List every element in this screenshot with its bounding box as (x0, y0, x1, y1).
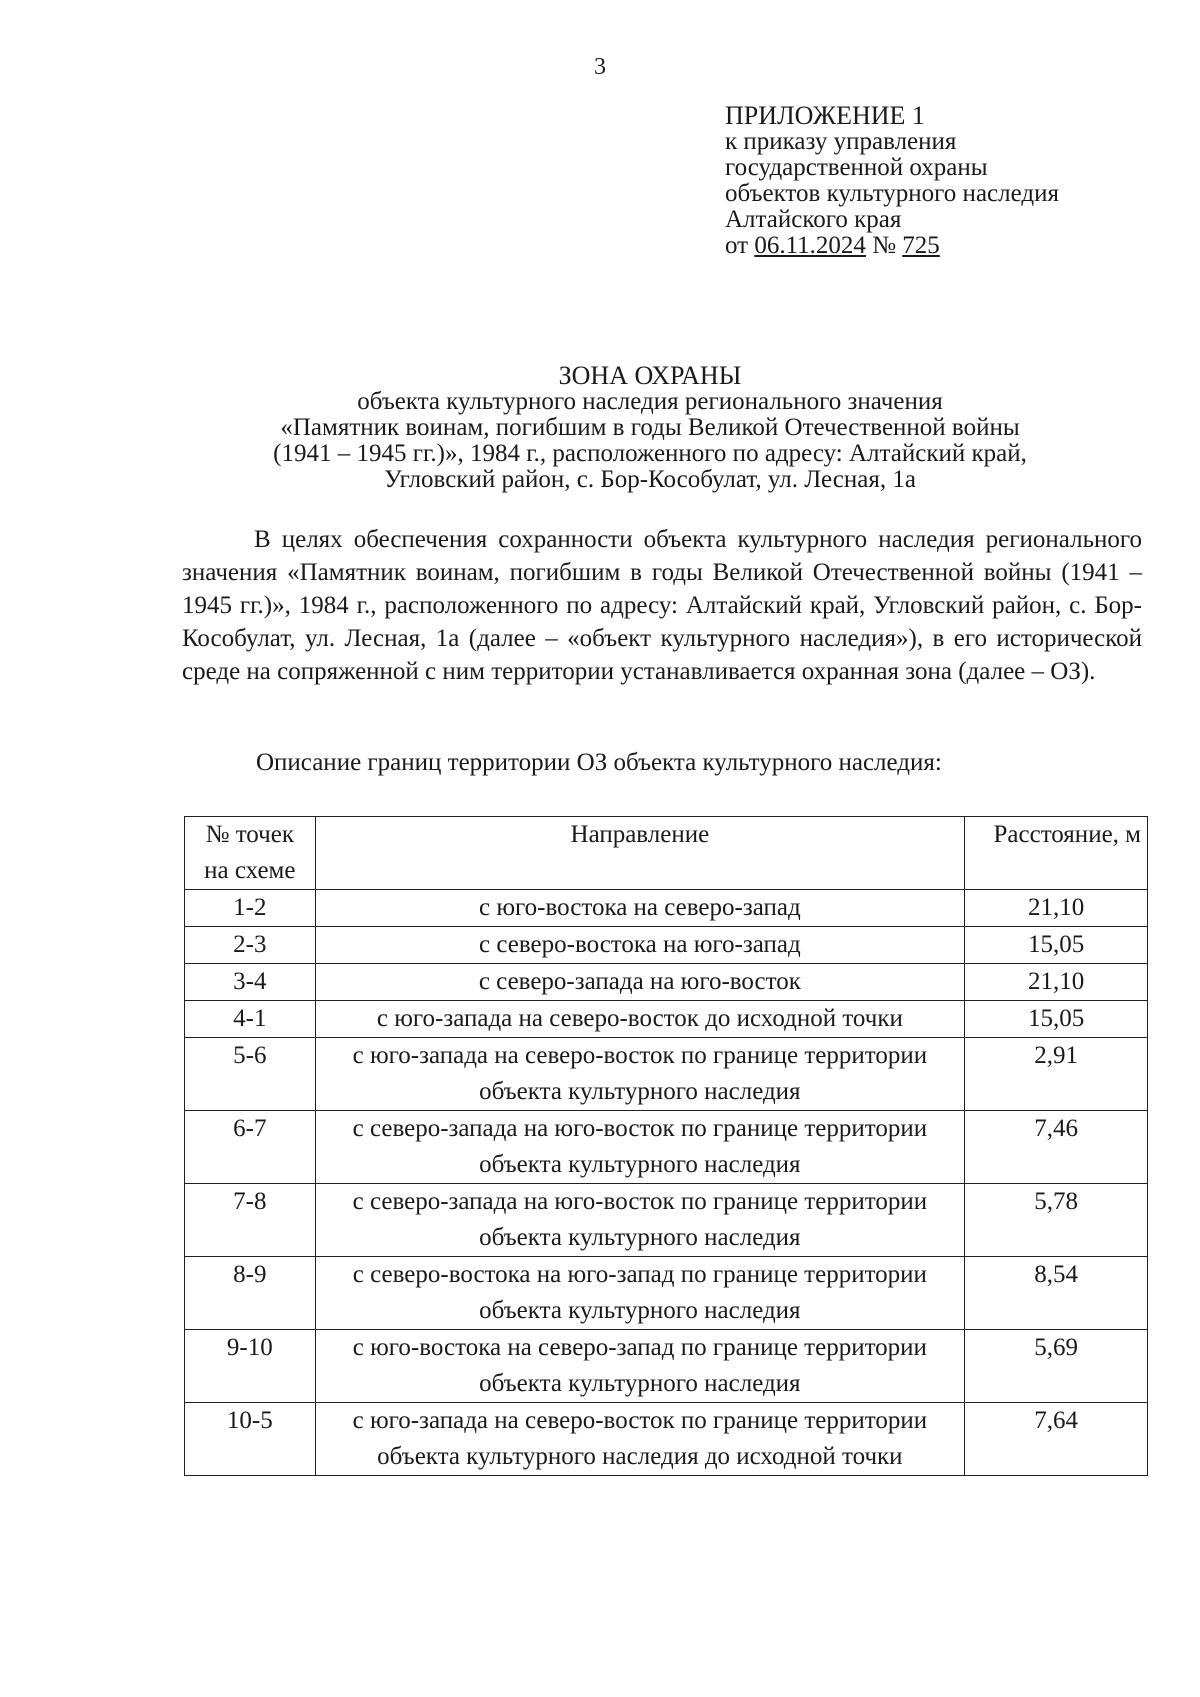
table-row (185, 964, 1148, 1001)
order-date: 06.11.2024 (754, 232, 866, 259)
cell-distance: 7,64 (965, 1403, 1148, 1476)
cell-direction: с северо-востока на юго-запад по границе территории объекта культурного наследия (315, 1257, 965, 1330)
heading-line: (1941 – 1945 гг.)», 1984 г., расположенного по адресу: Алтайский край, (273, 440, 1027, 467)
cell-direction: с юго-востока на северо-запад по границе территории объекта культурного наследия (315, 1330, 965, 1403)
table-row (185, 1330, 1148, 1403)
cell-distance: 2,91 (965, 1038, 1148, 1111)
cell-distance: 15,05 (965, 927, 1148, 964)
cell-direction: с юго-запада на северо-восток до исходной точки (315, 1001, 965, 1038)
table-row (185, 1038, 1148, 1111)
date-prefix: от (725, 232, 755, 259)
document-heading (150, 363, 1150, 493)
order-number: 725 (902, 232, 940, 259)
cell-points: 8-9 (185, 1257, 316, 1330)
heading-line: Угловский район, с. Бор-Кособулат, ул. Лесная, 1а (384, 466, 916, 493)
heading-line: объекта культурного наследия регионального значения (357, 388, 943, 415)
heading-title: ЗОНА ОХРАНЫ (558, 361, 742, 390)
appendix-line: объектов культурного наследия (725, 180, 1059, 207)
table-row (185, 890, 1148, 927)
cell-direction: с юго-востока на северо-запад (315, 890, 965, 927)
boundary-table (184, 816, 1148, 1476)
cell-points: 7-8 (185, 1184, 316, 1257)
appendix-date-line (725, 233, 1059, 259)
header-distance: Расстояние, м (965, 817, 1148, 890)
cell-points: 9-10 (185, 1330, 316, 1403)
cell-distance: 8,54 (965, 1257, 1148, 1330)
cell-distance: 7,46 (965, 1111, 1148, 1184)
cell-distance: 5,69 (965, 1330, 1148, 1403)
cell-points: 6-7 (185, 1111, 316, 1184)
appendix-block (725, 103, 1059, 259)
appendix-line: к приказу управления (725, 128, 957, 155)
page-number: 3 (594, 54, 606, 80)
appendix-line: государственной охраны (725, 154, 988, 181)
header-direction: Направление (315, 817, 965, 890)
table-row (185, 1184, 1148, 1257)
cell-direction: с северо-запада на юго-восток (315, 964, 965, 1001)
cell-points: 10-5 (185, 1403, 316, 1476)
cell-distance: 21,10 (965, 890, 1148, 927)
number-sign: № (865, 232, 903, 259)
cell-distance: 15,05 (965, 1001, 1148, 1038)
cell-points: 4-1 (185, 1001, 316, 1038)
cell-distance: 5,78 (965, 1184, 1148, 1257)
appendix-title: ПРИЛОЖЕНИЕ 1 (725, 101, 925, 130)
table-caption: Описание границ территории ОЗ объекта культурного наследия: (256, 749, 942, 776)
appendix-line: Алтайского края (725, 206, 902, 233)
cell-distance: 21,10 (965, 964, 1148, 1001)
intro-paragraph: В целях обеспечения сохранности объекта культурного наследия регионального значения «Памятник воинам, погибшим в годы Великой Отечественной войны (1941 – 1945 гг.)», 1984 г., расположенного по адресу: Алтайский край, Угловский район, с. Бор-Кособулат, ул. Лесная, 1а (далее – «объект культурного наследия»), в его исторической среде на сопряженной с ним территории устанавливается охранная зона (далее – ОЗ). (182, 526, 1142, 685)
cell-points: 5-6 (185, 1038, 316, 1111)
table-row (185, 927, 1148, 964)
cell-direction: с юго-запада на северо-восток по границе территории объекта культурного наследия до исходной точки (315, 1403, 965, 1476)
table-row (185, 1111, 1148, 1184)
cell-points: 3-4 (185, 964, 316, 1001)
table-header-row (185, 817, 1148, 890)
cell-points: 1-2 (185, 890, 316, 927)
cell-points: 2-3 (185, 927, 316, 964)
table-row (185, 1403, 1148, 1476)
cell-direction: с северо-запада на юго-восток по границе территории объекта культурного наследия (315, 1184, 965, 1257)
heading-line: «Памятник воинам, погибшим в годы Великой Отечественной войны (280, 414, 1020, 441)
table-row (185, 1001, 1148, 1038)
table-row (185, 1257, 1148, 1330)
cell-direction: с северо-востока на юго-запад (315, 927, 965, 964)
header-points: № точек на схеме (185, 817, 316, 890)
cell-direction: с юго-запада на северо-восток по границе территории объекта культурного наследия (315, 1038, 965, 1111)
cell-direction: с северо-запада на юго-восток по границе территории объекта культурного наследия (315, 1111, 965, 1184)
